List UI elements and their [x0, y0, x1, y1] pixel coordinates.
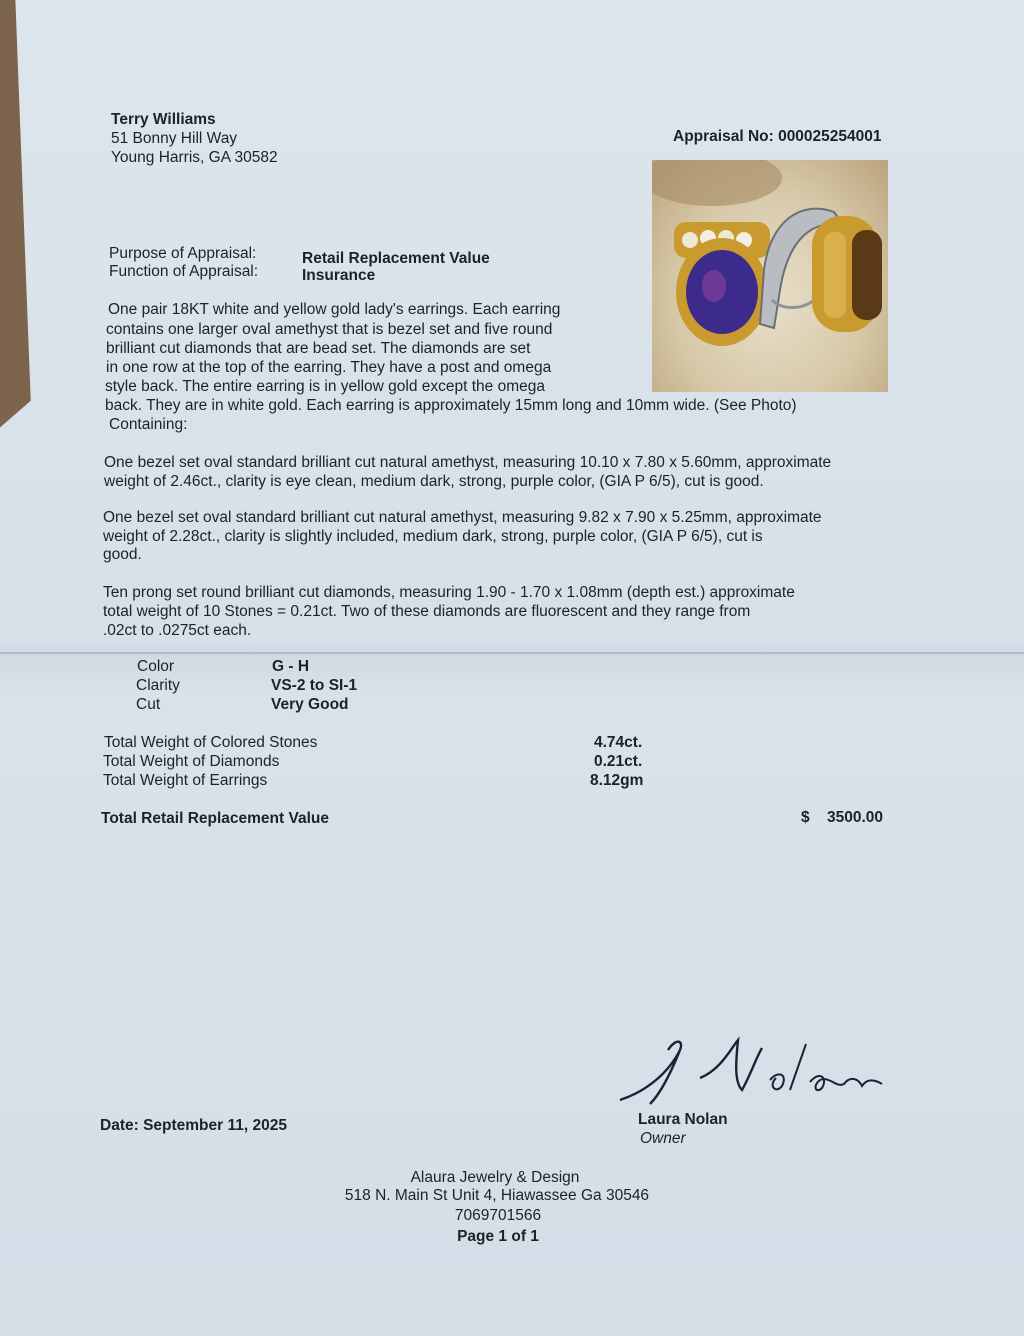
stone2-line: One bezel set oval standard brilliant cut natural amethyst, measuring 9.82 x 7.90 x 5.25mm, approximate: [103, 509, 822, 526]
stone1-line: One bezel set oval standard brilliant cut natural amethyst, measuring 10.10 x 7.80 x 5.60mm, approximate: [104, 454, 832, 471]
grade-value-cut: Very Good: [271, 696, 349, 713]
description-line: back. They are in white gold. Each earring is approximately 15mm long and 10mm wide. (See Photo): [105, 397, 797, 414]
purpose-label: Purpose of Appraisal:: [109, 245, 257, 262]
description-line: style back. The entire earring is in yellow gold except the omega: [105, 378, 545, 395]
total-colored-label: Total Weight of Colored Stones: [104, 734, 318, 751]
footer-phone: 7069701566: [454, 1207, 542, 1224]
paper-fold: [0, 652, 1024, 654]
total-value-currency: $: [801, 809, 810, 826]
signer-title: Owner: [640, 1130, 686, 1147]
description-line: One pair 18KT white and yellow gold lady's earrings. Each earring: [108, 301, 561, 318]
footer-page-number: Page 1 of 1: [457, 1228, 539, 1245]
total-value-amount: 3500.00: [827, 809, 884, 826]
total-value-label: Total Retail Replacement Value: [101, 810, 329, 827]
total-diamonds-label: Total Weight of Diamonds: [103, 753, 280, 770]
stone2-line: good.: [103, 546, 142, 563]
description-line: contains one larger oval amethyst that is bezel set and five round: [106, 321, 553, 338]
earring-image: [652, 160, 888, 392]
diamonds-line: Ten prong set round brilliant cut diamonds, measuring 1.90 - 1.70 x 1.08mm (depth est.) approximate: [103, 584, 795, 601]
grade-label-clarity: Clarity: [136, 677, 180, 694]
signature-scribble: [610, 1030, 900, 1110]
signature-text: [610, 1030, 614, 1031]
stone2-line: weight of 2.28ct., clarity is slightly included, medium dark, strong, purple color, (GIA P 6/5), cut is: [103, 528, 763, 545]
grade-value-clarity: VS-2 to SI-1: [271, 677, 358, 694]
description-line: brilliant cut diamonds that are bead set. The diamonds are set: [106, 340, 531, 357]
grade-label-color: Color: [137, 658, 175, 675]
footer-company: Alaura Jewelry & Design: [410, 1169, 580, 1186]
diamonds-line: total weight of 10 Stones = 0.21ct. Two of these diamonds are fluorescent and they range from: [103, 603, 751, 620]
description-line: Containing:: [109, 416, 188, 433]
signature: [610, 1030, 900, 1110]
diamonds-line: .02ct to .0275ct each.: [103, 622, 252, 639]
grade-label-cut: Cut: [136, 696, 161, 713]
total-colored-value: 4.74ct.: [594, 734, 643, 751]
total-earrings-value: 8.12gm: [590, 772, 644, 789]
grade-value-color: G - H: [272, 658, 310, 675]
description-line: in one row at the top of the earring. They have a post and omega: [106, 359, 552, 376]
client-address-line1: 51 Bonny Hill Way: [111, 130, 238, 147]
total-earrings-label: Total Weight of Earrings: [103, 772, 268, 789]
function-label: Function of Appraisal:: [109, 263, 259, 280]
total-diamonds-value: 0.21ct.: [594, 753, 643, 770]
footer-address: 518 N. Main St Unit 4, Hiawassee Ga 30546: [344, 1187, 650, 1204]
signer-name: Laura Nolan: [638, 1111, 728, 1128]
purpose-value: Retail Replacement Value: [302, 250, 490, 267]
earring-photo: [652, 160, 888, 392]
stone1-line: weight of 2.46ct., clarity is eye clean, medium dark, strong, purple color, (GIA P 6/5), cut is good.: [104, 473, 764, 490]
client-name: Terry Williams: [111, 111, 216, 128]
function-value: Insurance: [302, 267, 376, 284]
client-address-line2: Young Harris, GA 30582: [111, 149, 278, 166]
appraisal-number: Appraisal No: 000025254001: [673, 128, 882, 145]
appraisal-date: Date: September 11, 2025: [100, 1117, 287, 1134]
